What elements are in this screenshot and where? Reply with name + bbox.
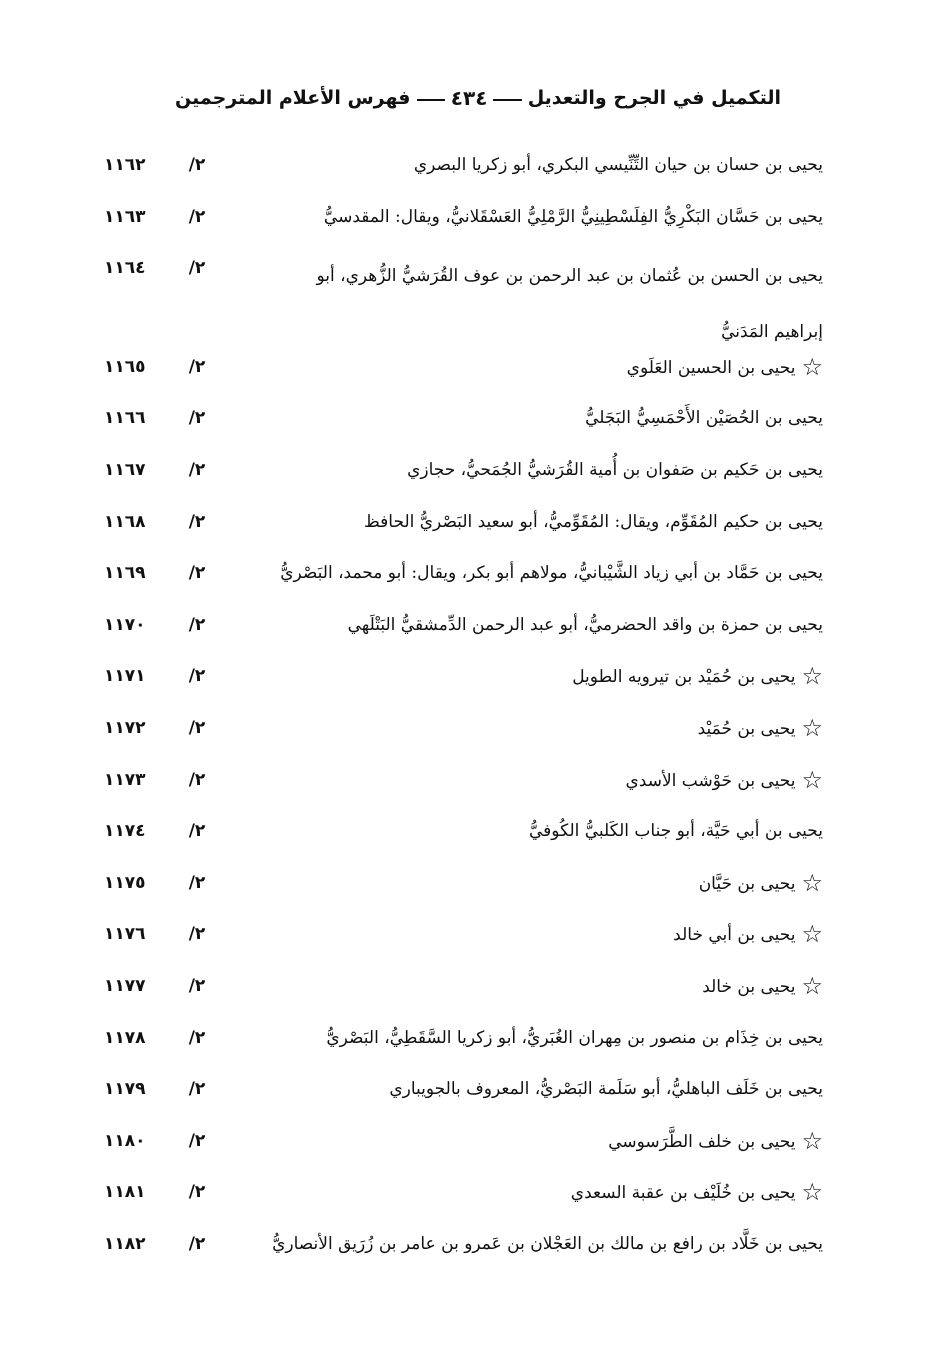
index-entry <box>0 197 941 237</box>
entry-name <box>280 553 823 593</box>
entry-number: ١١٦٦ <box>104 408 146 428</box>
header-dash <box>417 99 445 101</box>
entry-name-text: يحيى بن حُمَيْد بن تيرويه الطويل <box>572 667 796 687</box>
index-entry <box>0 863 941 903</box>
entry-volume: ٢/ <box>188 718 206 738</box>
entry-name <box>407 450 823 490</box>
star-icon: ☆ <box>801 353 823 381</box>
entry-number: ١١٦٤ <box>104 258 146 278</box>
entry-name <box>699 863 823 903</box>
entry-volume: ٢/ <box>188 821 206 841</box>
star-icon: ☆ <box>801 1127 823 1155</box>
entry-number: ١١٧٦ <box>104 924 146 944</box>
entry-name-text: يحيى بن حُمَيْد <box>697 719 796 739</box>
index-entry <box>0 1121 941 1161</box>
index-entry <box>0 605 941 645</box>
entry-name <box>608 1121 823 1161</box>
header-dash <box>493 99 521 101</box>
entry-name <box>389 1069 823 1109</box>
entry-volume: ٢/ <box>188 512 206 532</box>
entry-number: ١١٧٧ <box>104 976 146 996</box>
entry-name-text: يحيى بن حكيم المُقَوِّم، ويقال: المُقَوِّميُّ، أبو سعيد البَصْريُّ الحافظ <box>364 512 823 532</box>
index-entry <box>0 347 941 387</box>
entry-volume: ٢/ <box>188 615 206 635</box>
entry-name-text: يحيى بن حَوْشب الأسدي <box>625 771 796 791</box>
entry-name-text: يحيى بن الحسين العَلَوي <box>626 358 796 378</box>
index-entry <box>0 1224 941 1264</box>
entry-volume: ٢/ <box>188 976 206 996</box>
entry-volume: ٢/ <box>188 155 206 175</box>
section-title: فهرس الأعلام المترجمين <box>175 87 411 109</box>
entry-volume: ٢/ <box>188 770 206 790</box>
entry-volume: ٢/ <box>188 1028 206 1048</box>
entry-name-text: يحيى بن خلف الطَّرَسوسي <box>608 1132 796 1152</box>
entry-name-text: يحيى بن أبي حَيَّة، أبو جناب الكَلبيُّ الكُوفيُّ <box>528 821 823 841</box>
book-title: التكميل في الجرح والتعديل <box>527 87 781 109</box>
entry-number: ١١٧٣ <box>104 770 146 790</box>
entry-name-text: يحيى بن خَلَّاد بن رافع بن مالك بن العَجْلان بن عَمرو بن عامر بن زُرَيق الأنصاريُّ <box>272 1234 823 1254</box>
entry-name-text: يحيى بن خُلَيْف بن عقبة السعدي <box>570 1183 796 1203</box>
entry-volume: ٢/ <box>188 408 206 428</box>
index-entry <box>0 450 941 490</box>
entry-number: ١١٧٨ <box>104 1028 146 1048</box>
entry-number: ١١٦٢ <box>104 155 146 175</box>
index-entry <box>0 502 941 542</box>
entry-volume: ٢/ <box>188 258 206 278</box>
entry-name-text: يحيى بن خَلَف الباهليُّ، أبو سَلَمة البَصْريُّ، المعروف بالجويباري <box>389 1079 823 1099</box>
entry-name <box>348 605 823 645</box>
entry-number: ١١٧٢ <box>104 718 146 738</box>
index-entry <box>0 656 941 696</box>
entry-name <box>702 966 823 1006</box>
star-icon: ☆ <box>801 766 823 794</box>
entry-volume: ٢/ <box>188 666 206 686</box>
entry-name-text: يحيى بن حَيَّان <box>698 874 796 894</box>
entry-number: ١١٧٠ <box>104 615 146 635</box>
entry-name <box>414 145 823 185</box>
star-icon: ☆ <box>801 662 823 690</box>
entry-volume: ٢/ <box>188 357 206 377</box>
entry-volume: ٢/ <box>188 1182 206 1202</box>
entry-number: ١١٦٥ <box>104 357 146 377</box>
entry-name <box>673 914 823 954</box>
entry-number: ١١٧١ <box>104 666 146 686</box>
entry-name-text: يحيى بن حمزة بن واقد الحضرميُّ، أبو عبد الرحمن الدِّمشقيُّ البَتْلَهي <box>347 615 823 635</box>
entry-name <box>326 1018 823 1058</box>
entry-name-text: يحيى بن حسان بن حيان التِّنِّيسي البكري، أبو زكريا البصري <box>413 155 823 175</box>
index-entry <box>0 760 941 800</box>
entry-name <box>572 656 823 696</box>
entry-name-text: يحيى بن خالد <box>702 977 796 997</box>
index-entry <box>0 1069 941 1109</box>
page-header <box>175 78 781 118</box>
index-entry <box>0 1018 941 1058</box>
entry-name-text: يحيى بن الحسن بن عُثمان بن عبد الرحمن بن عوف القُرَشيُّ الزُّهري، أبو إبراهيم المَدَنيُّ <box>316 266 823 342</box>
entry-volume: ٢/ <box>188 1234 206 1254</box>
entry-name-text: يحيى بن الحُصَيْن الأَحْمَسِيُّ البَجَليُّ <box>585 408 823 428</box>
index-entry <box>0 914 941 954</box>
entry-volume: ٢/ <box>188 1131 206 1151</box>
entry-name <box>698 708 823 748</box>
star-icon: ☆ <box>801 1178 823 1206</box>
index-entry <box>0 811 941 851</box>
page-number: ٤٣٤ <box>450 86 488 110</box>
star-icon: ☆ <box>801 972 823 1000</box>
entry-number: ١١٦٣ <box>104 207 146 227</box>
entry-volume: ٢/ <box>188 873 206 893</box>
entry-volume: ٢/ <box>188 207 206 227</box>
entry-name <box>283 248 823 360</box>
entry-number: ١١٦٧ <box>104 460 146 480</box>
index-entry <box>0 248 941 342</box>
entry-volume: ٢/ <box>188 924 206 944</box>
star-icon: ☆ <box>801 869 823 897</box>
index-entry <box>0 1172 941 1212</box>
index-entry <box>0 966 941 1006</box>
entry-name-text: يحيى بن أبي خالد <box>673 925 796 945</box>
entry-number: ١١٨٢ <box>104 1234 146 1254</box>
entry-number: ١١٨٠ <box>104 1131 146 1151</box>
star-icon: ☆ <box>801 920 823 948</box>
entry-number: ١١٨١ <box>104 1182 146 1202</box>
entry-number: ١١٦٨ <box>104 512 146 532</box>
index-entry <box>0 398 941 438</box>
entry-name <box>324 197 823 237</box>
entry-name-text: يحيى بن حَسَّان البَكْرِيُّ الفِلَسْطِينِيُّ الرَّمْلِيُّ العَسْقَلانيُّ، ويقال: المقدسيُّ <box>323 207 823 227</box>
entry-volume: ٢/ <box>188 460 206 480</box>
index-entry <box>0 145 941 185</box>
entry-name-text: يحيى بن حَمَّاد بن أبي زياد الشَّيْبانيُّ، مولاهم أبو بكر، ويقال: أبو محمد، البَصْريُّ <box>280 563 823 583</box>
entry-number: ١١٧٩ <box>104 1079 146 1099</box>
entry-name-text: يحيى بن حَكيم بن صَفوان بن أُمية القُرَشيُّ الجُمَحيُّ، حجازي <box>407 460 823 480</box>
entry-number: ١١٧٥ <box>104 873 146 893</box>
index-entry <box>0 553 941 593</box>
entry-name <box>529 811 823 851</box>
entry-name <box>364 502 823 542</box>
star-icon: ☆ <box>801 714 823 742</box>
entry-name <box>571 1172 823 1212</box>
entry-name <box>272 1224 823 1264</box>
entry-name <box>625 760 823 800</box>
entry-name-text: يحيى بن خِذَام بن منصور بن مِهران الغُبَريُّ، أبو زكريا السَّقَطِيُّ، البَصْريُّ <box>326 1028 823 1048</box>
entry-volume: ٢/ <box>188 563 206 583</box>
entry-number: ١١٦٩ <box>104 563 146 583</box>
entry-name <box>585 398 823 438</box>
entry-number: ١١٧٤ <box>104 821 146 841</box>
index-entry <box>0 708 941 748</box>
entry-name <box>627 347 823 387</box>
entry-volume: ٢/ <box>188 1079 206 1099</box>
